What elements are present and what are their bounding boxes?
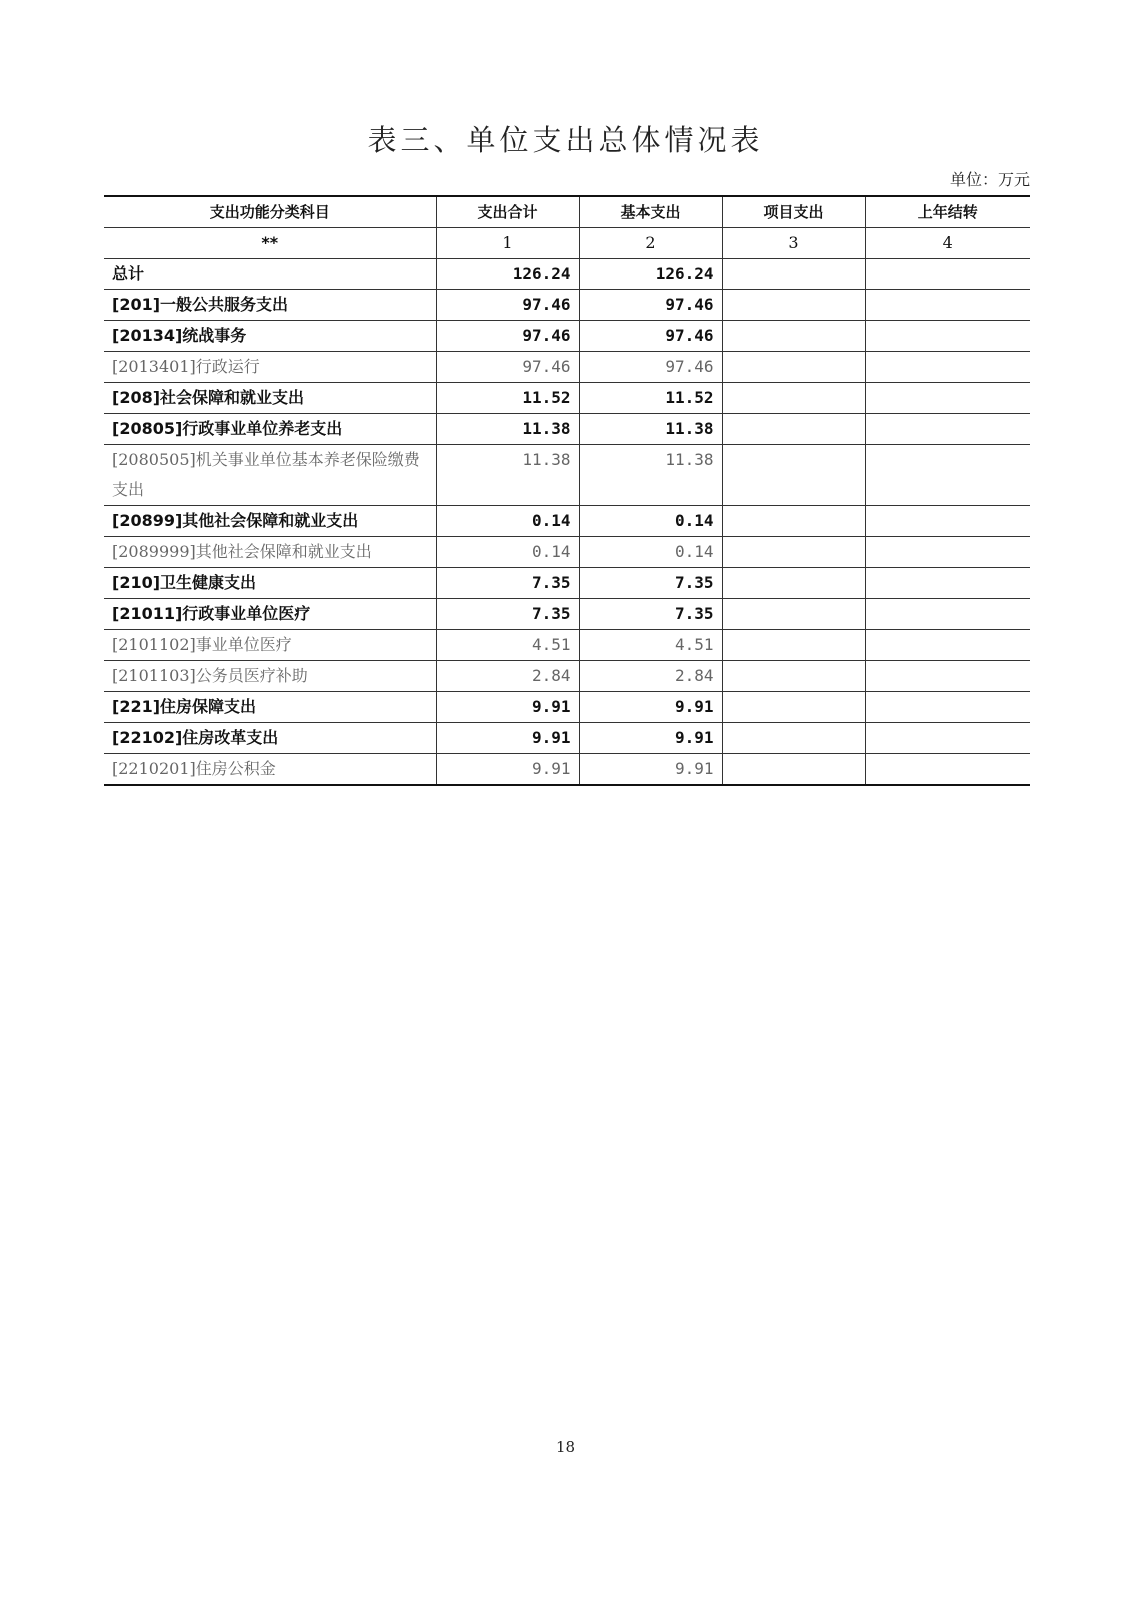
row-carryover <box>865 321 1030 352</box>
row-total: 97.46 <box>436 321 579 352</box>
row-basic: 7.35 <box>579 568 722 599</box>
row-total: 9.91 <box>436 754 579 786</box>
index-cell: 3 <box>722 228 865 259</box>
row-category: [210]卫生健康支出 <box>104 568 436 599</box>
table-row <box>104 630 1030 661</box>
table-row <box>104 445 1030 506</box>
table-row <box>104 506 1030 537</box>
index-cell: 1 <box>436 228 579 259</box>
row-project <box>722 259 865 290</box>
row-category: [2101103]公务员医疗补助 <box>104 661 436 692</box>
row-total: 0.14 <box>436 506 579 537</box>
row-project <box>722 445 865 506</box>
table-row <box>104 692 1030 723</box>
row-project <box>722 630 865 661</box>
row-category: [22102]住房改革支出 <box>104 723 436 754</box>
row-basic: 11.38 <box>579 414 722 445</box>
row-carryover <box>865 506 1030 537</box>
row-basic: 97.46 <box>579 352 722 383</box>
row-category: [2210201]住房公积金 <box>104 754 436 786</box>
expenditure-table <box>104 195 1030 786</box>
row-total: 9.91 <box>436 723 579 754</box>
unit-label: 单位：万元 <box>949 170 1030 189</box>
row-category: [208]社会保障和就业支出 <box>104 383 436 414</box>
header-total: 支出合计 <box>436 196 579 228</box>
row-carryover <box>865 568 1030 599</box>
row-category: [2013401]行政运行 <box>104 352 436 383</box>
row-category: 总计 <box>104 259 436 290</box>
table-row <box>104 290 1030 321</box>
row-basic: 7.35 <box>579 599 722 630</box>
table-row <box>104 259 1030 290</box>
row-basic: 0.14 <box>579 506 722 537</box>
row-project <box>722 383 865 414</box>
row-basic: 9.91 <box>579 692 722 723</box>
row-carryover <box>865 537 1030 568</box>
row-carryover <box>865 599 1030 630</box>
row-basic: 9.91 <box>579 723 722 754</box>
row-project <box>722 661 865 692</box>
header-basic: 基本支出 <box>579 196 722 228</box>
row-total: 4.51 <box>436 630 579 661</box>
row-total: 7.35 <box>436 568 579 599</box>
row-project <box>722 290 865 321</box>
row-project <box>722 723 865 754</box>
index-row <box>104 228 1030 259</box>
row-project <box>722 599 865 630</box>
row-category: [20134]统战事务 <box>104 321 436 352</box>
row-category: [2080505]机关事业单位基本养老保险缴费支出 <box>104 445 436 506</box>
table-row <box>104 723 1030 754</box>
table-row <box>104 352 1030 383</box>
row-carryover <box>865 754 1030 786</box>
row-carryover <box>865 692 1030 723</box>
row-category: [20805]行政事业单位养老支出 <box>104 414 436 445</box>
table-header-row <box>104 196 1030 228</box>
table-row <box>104 599 1030 630</box>
row-total: 11.52 <box>436 383 579 414</box>
table-row <box>104 321 1030 352</box>
row-basic: 97.46 <box>579 321 722 352</box>
row-carryover <box>865 445 1030 506</box>
row-basic: 97.46 <box>579 290 722 321</box>
row-total: 9.91 <box>436 692 579 723</box>
row-basic: 0.14 <box>579 537 722 568</box>
index-cell: 2 <box>579 228 722 259</box>
table-row <box>104 568 1030 599</box>
header-project: 项目支出 <box>722 196 865 228</box>
table-row <box>104 537 1030 568</box>
row-total: 97.46 <box>436 290 579 321</box>
page-title: 表三、单位支出总体情况表 <box>367 123 764 157</box>
row-carryover <box>865 630 1030 661</box>
row-carryover <box>865 259 1030 290</box>
row-total: 126.24 <box>436 259 579 290</box>
row-project <box>722 568 865 599</box>
table-row <box>104 754 1030 786</box>
row-basic: 11.52 <box>579 383 722 414</box>
header-category: 支出功能分类科目 <box>104 196 436 228</box>
page-number: 18 <box>555 1438 576 1456</box>
row-project <box>722 692 865 723</box>
row-project <box>722 414 865 445</box>
row-total: 0.14 <box>436 537 579 568</box>
row-basic: 126.24 <box>579 259 722 290</box>
index-cell: ** <box>104 228 436 259</box>
row-project <box>722 506 865 537</box>
row-category: [2089999]其他社会保障和就业支出 <box>104 537 436 568</box>
row-total: 2.84 <box>436 661 579 692</box>
row-carryover <box>865 383 1030 414</box>
row-total: 97.46 <box>436 352 579 383</box>
row-carryover <box>865 352 1030 383</box>
row-category: [20899]其他社会保障和就业支出 <box>104 506 436 537</box>
row-total: 7.35 <box>436 599 579 630</box>
table-row <box>104 414 1030 445</box>
row-carryover <box>865 414 1030 445</box>
row-basic: 11.38 <box>579 445 722 506</box>
row-project <box>722 754 865 786</box>
header-carryover: 上年结转 <box>865 196 1030 228</box>
row-basic: 9.91 <box>579 754 722 786</box>
row-category: [201]一般公共服务支出 <box>104 290 436 321</box>
index-cell: 4 <box>865 228 1030 259</box>
row-basic: 4.51 <box>579 630 722 661</box>
row-total: 11.38 <box>436 445 579 506</box>
table-row <box>104 383 1030 414</box>
row-category: [2101102]事业单位医疗 <box>104 630 436 661</box>
row-project <box>722 321 865 352</box>
row-carryover <box>865 661 1030 692</box>
row-category: [21011]行政事业单位医疗 <box>104 599 436 630</box>
row-total: 11.38 <box>436 414 579 445</box>
row-basic: 2.84 <box>579 661 722 692</box>
row-project <box>722 537 865 568</box>
row-carryover <box>865 723 1030 754</box>
row-carryover <box>865 290 1030 321</box>
table-row <box>104 661 1030 692</box>
row-project <box>722 352 865 383</box>
row-category: [221]住房保障支出 <box>104 692 436 723</box>
